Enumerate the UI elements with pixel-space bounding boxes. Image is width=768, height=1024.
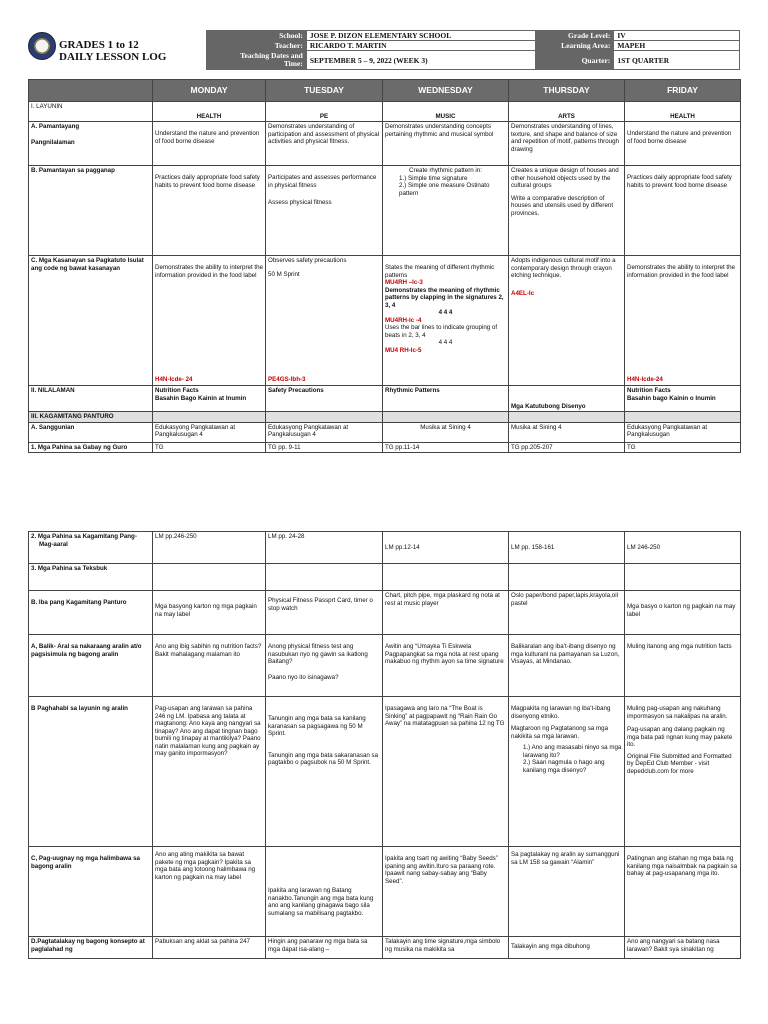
pagganap-friday: Practices daily appropriate food safety habits to prevent food borne disease (625, 166, 741, 256)
kag-monday: LM pp.246-250 (153, 532, 266, 564)
day-tuesday: TUESDAY (266, 80, 383, 102)
kasanayan-friday: Demonstrates the ability to interpret the information provided in the food label H4N-Icde-24 (625, 256, 741, 386)
ugnay-friday: Patingnan ang istahan ng mga bata ng kanilang mga naisalmbak na pagkain sa bahay at pag-usapanang mga ito. (625, 847, 741, 937)
pamantayang-monday: Understand the nature and prevention of food borne disease (153, 122, 266, 166)
code-friday: H4N-Icde-24 (627, 375, 663, 383)
nilalaman-friday: Nutrition Facts Basahin bago Kainin o Inumin (625, 386, 741, 412)
pagganap-monday: Practices daily appropriate food safety habits to prevent food borne disease (153, 166, 266, 256)
pagganap-row (29, 166, 741, 256)
kasanayan-row (29, 256, 741, 386)
balik-aral-row (29, 635, 741, 697)
balik-aral-label: A, Balik- Aral sa nakaraang aralin at/o pagsisimula ng bagong aralin (29, 635, 153, 697)
sanggunian-thursday: Musika at Sining 4 (509, 422, 625, 442)
balik-thursday: Balikaralan ang iba’t-ibang disenyo ng mga kulturanl na pamayanan sa Luzon, Visayas, at Mindanao. (509, 635, 625, 697)
subject-tuesday: PE (266, 102, 383, 122)
iba-pang-kagamitan-label: B. Iba pang Kagamitang Panturo (29, 591, 153, 635)
iba-thursday: Oslo paper/bond paper,lapis,krayola,oil pastel (509, 591, 625, 635)
guro-thursday: TG pp.205-207 (509, 442, 625, 453)
day-thursday: THURSDAY (509, 80, 625, 102)
kag-thursday: LM pp. 158-161 (509, 532, 625, 564)
nilalaman-thursday: Mga Katutubong Disenyo (509, 386, 625, 412)
balik-monday: Ano ang ibig sabihin ng nutrition facts? Bakit mahalagang malaman ito (153, 635, 266, 697)
kasanayan-label: C. Mga Kasanayan sa Pagkatuto Isulat ang code ng bawat kasanayan (29, 256, 153, 386)
guro-tuesday: TG pp. 9-11 (266, 442, 383, 453)
pamantayang-wednesday: Demonstrates understanding concepts pertaining rhythmic and musical symbol (383, 122, 509, 166)
log-title (59, 39, 166, 63)
area-label: Learning Area: (536, 41, 614, 51)
deped-seal-icon (28, 32, 56, 60)
grade-label: Grade Level: (536, 31, 614, 41)
d-tuesday: Hingin ang panaraw ng mga bata sa mga dapat isa-alang – (266, 937, 383, 959)
kagamitang-label: III. KAGAMITANG PANTURO (29, 412, 153, 423)
pagganap-label: B. Pamantayan sa pagganap (29, 166, 153, 256)
pag-uugnay-row (29, 847, 741, 937)
pag-uugnay-label: C, Pag-uugnay ng mga halimbawa sa bagong aralin (29, 847, 153, 937)
layunin-row (29, 102, 741, 122)
kasanayan-tuesday: Observes safety precautions 50 M Sprint PE4GS-Ibh-3 (266, 256, 383, 386)
teksbuk-label: 3. Mga Pahina sa Teksbuk (29, 564, 153, 591)
iba-pang-kagamitan-row (29, 591, 741, 635)
guro-wednesday: TG pp.11-14 (383, 442, 509, 453)
sanggunian-wednesday: Musika at Sining 4 (383, 422, 509, 442)
paghahabi-friday: Muling pag-usapan ang nakuhang impormasyon sa nakalipas na aralin. Pag-usapan ang dalang pagkain ng mga bata pati ngnan kung may pakete ito. Original File Submitted and Formatted by DepEd Club Member - visit depedclub.com for more (625, 697, 741, 847)
ugnay-thursday: Sa pagtalakay ng aralin ay sumangguni sa LM 158 sa gawain “Alamin” (509, 847, 625, 937)
title-line-1: GRADES 1 to 12 (59, 39, 139, 51)
pamantayang-thursday: Demonstrates understanding of lines, texture, and shape and balance of size and repetition of motif, patterns through drawing (509, 122, 625, 166)
depedclub-note: Original File Submitted and Formatted by DepEd Club Member - visit depedclub.com for more (627, 752, 732, 775)
nilalaman-tuesday: Safety Precautions (266, 386, 383, 412)
iba-friday: Mga basyo o karton ng pagkain na may label (625, 591, 741, 635)
teacher-value: RICARDO T. MARTIN (306, 41, 536, 51)
day-monday: MONDAY (153, 80, 266, 102)
paghahabi-monday: Pag-usapan ang larawan sa pahina 246 ng LM. Ipabasa ang talata at magtanong: Ano kaya ang nangyari sa tinapay? Ano ang dapat tingnan bago bumili ng tinapay at mantikilya? Paano natin malalaman kung ang pagkain ay may ganito impormasyon? (153, 697, 266, 847)
pagganap-tuesday: Participates and assesses performance in physical fitness Assess physical fitness (266, 166, 383, 256)
layunin-label: I. LAYUNIN (29, 102, 153, 122)
dates-value: SEPTEMBER 5 – 9, 2022 (WEEK 3) (306, 51, 536, 70)
subject-monday: HEALTH (153, 102, 266, 122)
sanggunian-friday: Edukasyong Pangkatawan at Pangkalusugan (625, 422, 741, 442)
pamantayang-row (29, 122, 741, 166)
lesson-grid-page-2 (28, 531, 741, 959)
sanggunian-monday: Edukasyong Pangkatawan at Pangkalusugan 4 (153, 422, 266, 442)
header-meta-table (206, 30, 740, 70)
pamantayang-label: A. Pamantayang Pangnilalaman (29, 122, 153, 166)
nilalaman-label: II. NILALAMAN (29, 386, 153, 412)
paghahabi-tuesday: Tanungin ang mga bata sa kanilang karanasan sa pagsagawa ng 50 M Sprint. Tanungin ang mga bata sakaranasan sa pagtakbo o pagsubok na 50 M Sprint. (266, 697, 383, 847)
kagamitang-mag-aaral-label: 2. Mga Pahina sa Kagamitang Pang- Mag-aaral (29, 532, 153, 564)
sanggunian-row (29, 422, 741, 442)
d-friday: Ano ang nangyari sa batang nasa larawan? Bakit sya sinakitan ng (625, 937, 741, 959)
d-thursday: Talakayin ang mga dibuhong (509, 937, 625, 959)
sanggunian-label: A. Sanggunian (29, 422, 153, 442)
gabay-guro-row (29, 442, 741, 453)
quarter-label: Quarter: (536, 51, 614, 70)
grade-value: IV (614, 31, 740, 41)
pamantayang-friday: Understand the nature and prevention of food borne disease (625, 122, 741, 166)
paghahabi-label: B Paghahabi sa layunin ng aralin (29, 697, 153, 847)
kagamitang-mag-aaral-row (29, 532, 741, 564)
title-line-2: DAILY LESSON LOG (59, 51, 167, 63)
nilalaman-wednesday: Rhythmic Patterns (383, 386, 509, 412)
area-value: MAPEH (614, 41, 740, 51)
paghahabi-row (29, 697, 741, 847)
sanggunian-tuesday: Edukasyong Pangkatawan at Pangkalusugan 4 (266, 422, 383, 442)
day-friday: FRIDAY (625, 80, 741, 102)
lesson-log-header (28, 30, 740, 75)
iba-monday: Mga basyong karton ng mga pagkain na may label (153, 591, 266, 635)
kasanayan-thursday: Adopts indigenous cultural motif into a contemporary design through crayon etching technique. A4EL-Ic (509, 256, 625, 386)
kasanayan-monday: Demonstrates the ability to interpret the information provided in the food label H4N-Icde- 24 (153, 256, 266, 386)
pagganap-thursday: Creates a unique design of houses and other household objects used by the cultural groups Write a comparative description of houses and utensils used by different provinces. (509, 166, 625, 256)
iba-tuesday: Physical Fitness Passprt Card, timer o stop watch (266, 591, 383, 635)
ugnay-monday: Ano ang ating makikita sa bawat pakete ng mga pagkain? Ipakita sa mga bata ang totoong halimbawa ng karton ng pagkain na may label (153, 847, 266, 937)
kasanayan-wednesday: States the meaning of different rhythmic patterns MU4RH –Ic-3 Demonstrates the meaning of rhythmic patterns by clapping in the signatures 2, 3, 4 4 4 4 MU4RH-Ic -4 Uses the bar lines to indicate grouping of beats in 2, 3, 4 4 4 4 MU4 RH-Ic-5 (383, 256, 509, 386)
nilalaman-row (29, 386, 741, 412)
paghahabi-wednesday: Ipasagawa ang laro na “The Boat is Sinking” at pagpapawit ng “Rain Rain Go Away” na matatagpuan sa pahina 12 ng TG (383, 697, 509, 847)
gabay-guro-label: 1. Mga Pahina sa Gabay ng Guro (29, 442, 153, 453)
day-header-row (29, 80, 741, 102)
pagtatalakay-label: D.Pagtatalakay ng bagong konsepto at paglalahad ng (29, 937, 153, 959)
pagganap-wednesday: Create rhythmic pattern in: 1.) Simple time signature 2.) Simple one measure Ostinato pattern (383, 166, 509, 256)
teksbuk-row (29, 564, 741, 591)
quarter-value: 1ST QUARTER (614, 51, 740, 70)
school-label: School: (207, 31, 307, 41)
pagtatalakay-row (29, 937, 741, 959)
blank-corner (29, 80, 153, 102)
pamantayang-tuesday: Demonstrates understanding of participation and assessment of physical activities and physical fitness. (266, 122, 383, 166)
teacher-label: Teacher: (207, 41, 307, 51)
iba-wednesday: Chart, pitch pipe, mga plaskard ng nota at rest at music player (383, 591, 509, 635)
ugnay-tuesday: Ipakita ang larawan ng Batang nanakbo.Tanungin ang mga bata kung ano ang kanilang ginagawa bago sila sumalang sa mabilisang pagtakbo. (266, 847, 383, 937)
subject-thursday: ARTS (509, 102, 625, 122)
guro-monday: TG (153, 442, 266, 453)
day-wednesday: WEDNESDAY (383, 80, 509, 102)
kag-tuesday: LM pp. 24-28 (266, 532, 383, 564)
subject-friday: HEALTH (625, 102, 741, 122)
nilalaman-monday: Nutrition Facts Basahin Bago Kainin at Inumin (153, 386, 266, 412)
code-monday: H4N-Icde- 24 (155, 375, 193, 383)
guro-friday: TG (625, 442, 741, 453)
kagamitang-row (29, 412, 741, 423)
subject-wednesday: MUSIC (383, 102, 509, 122)
lesson-grid-page-1 (28, 79, 741, 453)
balik-tuesday: Anong physical fitness test ang nasubukan nyo ng gawin sa ikatlong Baitang? Paano nyo ito isinagawa? (266, 635, 383, 697)
kag-friday: LM 246-250 (625, 532, 741, 564)
kag-wednesday: LM pp.12-14 (383, 532, 509, 564)
paghahabi-thursday: Magpakita ng larawan ng iba’t-ibang disenyong etniko. Magtaroon ng Pagtatanong sa mga nakikita sa mga larawan. 1.) Ano ang masasabi ninyo sa mga larawang ito? 2.) Saan nagmula o hago ang kanilang mga disenyo? (509, 697, 625, 847)
school-value: JOSE P. DIZON ELEMENTARY SCHOOL (306, 31, 536, 41)
balik-wednesday: Awitin ang “Umayka Ti Eskwela Pagpapangkat sa mga nota at rest upang makabuo ng rhythm ayon sa time signature (383, 635, 509, 697)
d-monday: Pabuksan ang aklat sa pahina 247 (153, 937, 266, 959)
dates-label: Teaching Dates and Time: (207, 51, 307, 70)
d-wednesday: Talakayin ang time signature,mga simbolo ng musika na makikita sa (383, 937, 509, 959)
code-tuesday: PE4GS-Ibh-3 (268, 375, 306, 383)
balik-friday: Muling itanong ang mga nutrition facts (625, 635, 741, 697)
ugnay-wednesday: Ipakita ang tsart ng awiting “Baby Seeds” ipaning ang awitin.Ituro sa paraang rote. Ipaawit nang sabay-sabay ang “Baby Seed”. (383, 847, 509, 937)
